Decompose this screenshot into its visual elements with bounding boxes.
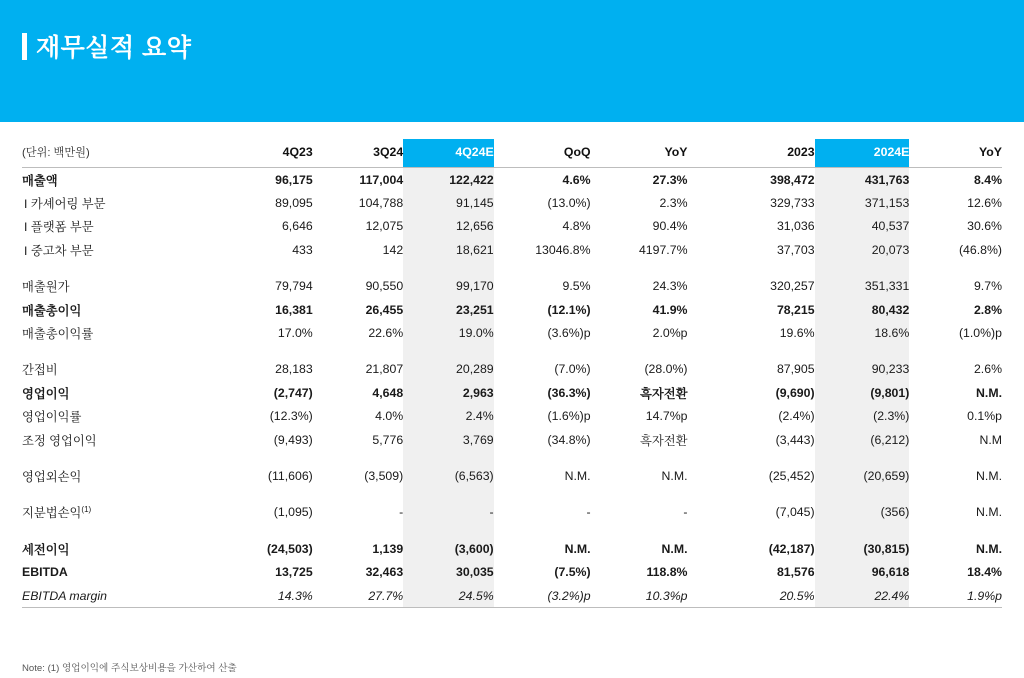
cell-3q24: -: [399, 505, 404, 520]
table-row: [22, 428, 1002, 451]
cell-qoq: 13046.8%: [535, 242, 591, 257]
row-label-text: 지분법손익: [22, 506, 82, 521]
row-label: I 카셰어링 부문: [24, 197, 106, 212]
cell-3q24: 5,776: [372, 432, 404, 447]
col-header-4q23: 4Q23: [222, 139, 312, 168]
cell-4q24e: 122,422: [403, 168, 493, 192]
col-header-yoy-y: YoY: [909, 139, 1002, 168]
cell-qoq: 4.8%: [562, 219, 591, 234]
cell-yoy-y: (46.8%): [958, 242, 1002, 257]
cell-4q24e: 2,963: [403, 381, 493, 404]
cell-4q23: 17.0%: [277, 326, 313, 341]
cell-yoy-y: 1.9%p: [967, 588, 1002, 603]
cell-yoy-q: 27.3%: [652, 172, 688, 187]
row-label: 간접비: [22, 363, 58, 378]
header-band: [0, 0, 1024, 122]
col-header-yoy-q: YoY: [591, 139, 688, 168]
cell-4q24e: 20,289: [403, 358, 493, 381]
cell-yoy-y: 9.7%: [973, 279, 1002, 294]
spacer-row: [22, 488, 1002, 501]
cell-3q24: 90,550: [365, 279, 404, 294]
cell-qoq: (36.3%): [547, 385, 591, 400]
cell-3q24: 27.7%: [368, 588, 404, 603]
col-header-2024e: 2024E: [815, 139, 910, 168]
spacer-row: [22, 262, 1002, 275]
cell-2024e: (2.3%): [815, 405, 910, 428]
cell-yoy-y: 30.6%: [967, 219, 1002, 234]
cell-2024e: (30,815): [815, 537, 910, 560]
cell-yoy-y: 2.6%: [973, 362, 1002, 377]
cell-2023: 329,733: [770, 196, 815, 211]
footnote: Note: (1) 영업이익에 주식보상비용을 가산하여 산출: [22, 663, 237, 674]
cell-4q23: 16,381: [275, 302, 313, 317]
cell-yoy-q: N.M.: [661, 541, 688, 556]
cell-qoq: N.M.: [564, 468, 591, 483]
cell-2023: 87,905: [776, 362, 815, 377]
cell-2023: (3,443): [775, 432, 815, 447]
cell-yoy-q: 4197.7%: [638, 242, 688, 257]
cell-3q24: 32,463: [365, 565, 404, 580]
row-label: [22, 501, 222, 524]
row-label: 영업외손익: [22, 469, 82, 484]
cell-2023: 78,215: [776, 302, 815, 317]
row-label: 조정 영업이익: [22, 433, 97, 448]
cell-2024e: 351,331: [815, 275, 910, 298]
cell-3q24: 12,075: [365, 219, 404, 234]
table-row: [22, 464, 1002, 487]
table-row: [22, 560, 1002, 583]
cell-yoy-y: N.M.: [976, 468, 1002, 483]
cell-3q24: 26,455: [365, 302, 404, 317]
cell-2023: (7,045): [775, 505, 815, 520]
cell-2023: 31,036: [776, 219, 815, 234]
cell-4q24e: 18,621: [403, 238, 493, 261]
cell-qoq: (7.5%): [554, 565, 591, 580]
cell-4q24e: 19.0%: [403, 321, 493, 344]
cell-qoq: (3.2%)p: [547, 588, 591, 603]
cell-4q23: 6,646: [281, 219, 313, 234]
cell-4q24e: -: [403, 501, 493, 524]
table-row: [22, 584, 1002, 607]
table-header-row: [22, 139, 1002, 168]
cell-qoq: (7.0%): [554, 362, 591, 377]
table-bottom-rule: [22, 607, 1002, 608]
cell-gap: [688, 275, 720, 298]
cell-qoq: (13.0%): [547, 196, 591, 211]
cell-4q24e: (3,600): [403, 537, 493, 560]
table-row: [22, 191, 1002, 214]
cell-2023: (9,690): [775, 385, 815, 400]
cell-2024e: 371,153: [815, 191, 910, 214]
cell-gap: [688, 321, 720, 344]
cell-2023: 398,472: [770, 172, 815, 187]
table-row: [22, 168, 1002, 192]
cell-yoy-q: 10.3%p: [645, 588, 688, 603]
spacer-row: [22, 451, 1002, 464]
cell-qoq: (12.1%): [547, 302, 591, 317]
cell-yoy-y: 8.4%: [973, 172, 1002, 187]
cell-4q24e: 91,145: [403, 191, 493, 214]
cell-2024e: 40,537: [815, 215, 910, 238]
row-label: 매출액: [22, 173, 58, 188]
table-row: [22, 275, 1002, 298]
footnote-marker: (1): [81, 505, 92, 515]
cell-gap: [688, 464, 720, 487]
cell-4q23: (2,747): [273, 385, 313, 400]
table-row: [22, 321, 1002, 344]
cell-gap: [688, 428, 720, 451]
col-header-gap: [688, 139, 720, 168]
cell-2023: 19.6%: [779, 326, 815, 341]
cell-2024e: 431,763: [815, 168, 910, 192]
cell-gap: [688, 168, 720, 192]
cell-2024e: 22.4%: [815, 584, 910, 607]
table-row: [22, 381, 1002, 404]
cell-yoy-q: N.M.: [661, 468, 688, 483]
table-row: [22, 298, 1002, 321]
cell-4q24e: 30,035: [403, 560, 493, 583]
cell-yoy-q: 41.9%: [652, 302, 688, 317]
cell-2024e: (6,212): [815, 428, 910, 451]
cell-3q24: 21,807: [365, 362, 404, 377]
table-row: [22, 238, 1002, 261]
cell-4q23: (24,503): [266, 541, 313, 556]
cell-2024e: 96,618: [815, 560, 910, 583]
cell-qoq: N.M.: [564, 541, 591, 556]
cell-yoy-q: 흑자전환: [639, 386, 688, 401]
col-header-4q24e: 4Q24E: [403, 139, 493, 168]
col-header-unit: (단위: 백만원): [22, 139, 222, 168]
cell-gap: [688, 381, 720, 404]
table-row: [22, 215, 1002, 238]
row-label: 세전이익: [22, 542, 70, 557]
cell-3q24: 117,004: [359, 172, 404, 187]
cell-yoy-q: 14.7%p: [645, 409, 688, 424]
cell-yoy-q: 90.4%: [652, 219, 688, 234]
row-label: I 플랫폼 부문: [24, 220, 94, 235]
col-header-qoq: QoQ: [494, 139, 591, 168]
cell-3q24: 4.0%: [375, 409, 404, 424]
row-label: EBITDA margin: [22, 588, 107, 603]
spacer-row: [22, 345, 1002, 358]
cell-4q24e: 23,251: [403, 298, 493, 321]
cell-2023: 81,576: [776, 565, 815, 580]
page-title-wrap: [22, 28, 191, 64]
cell-4q24e: 12,656: [403, 215, 493, 238]
row-label: 매출총이익률: [22, 327, 94, 342]
cell-gap: [688, 191, 720, 214]
cell-yoy-q: 118.8%: [646, 565, 688, 580]
financial-summary-table-wrap: [22, 139, 1002, 608]
cell-4q23: (9,493): [273, 432, 313, 447]
cell-2023: (42,187): [768, 541, 815, 556]
cell-4q24e: 2.4%: [403, 405, 493, 428]
cell-yoy-y: N.M.: [976, 385, 1002, 400]
cell-4q23: 14.3%: [277, 588, 313, 603]
cell-4q24e: (6,563): [403, 464, 493, 487]
row-label: EBITDA: [22, 565, 68, 580]
cell-yoy-y: (1.0%)p: [958, 326, 1002, 341]
cell-qoq: 4.6%: [562, 172, 591, 187]
cell-2024e: 90,233: [815, 358, 910, 381]
cell-gap: [688, 501, 720, 524]
cell-gap: [688, 537, 720, 560]
cell-yoy-q: 24.3%: [652, 279, 688, 294]
cell-yoy-q: -: [683, 505, 688, 520]
cell-4q23: 433: [292, 242, 313, 257]
cell-gap: [688, 405, 720, 428]
cell-2023: 20.5%: [779, 588, 815, 603]
cell-2024e: (9,801): [815, 381, 910, 404]
page-title: 재무실적 요약: [36, 34, 192, 62]
cell-4q23: 96,175: [275, 172, 313, 187]
table-row: [22, 537, 1002, 560]
cell-3q24: 142: [382, 242, 404, 257]
cell-3q24: (3,509): [364, 468, 404, 483]
row-label: I 중고차 부문: [24, 243, 94, 258]
cell-gap: [688, 215, 720, 238]
cell-2024e: 18.6%: [815, 321, 910, 344]
cell-qoq: (1.6%)p: [547, 409, 591, 424]
cell-4q23: 79,794: [275, 279, 313, 294]
cell-4q23: 13,725: [275, 565, 313, 580]
cell-3q24: 22.6%: [368, 326, 404, 341]
financial-summary-table: [22, 139, 1002, 608]
table-row: [22, 358, 1002, 381]
cell-3q24: 4,648: [372, 385, 404, 400]
cell-4q23: (1,095): [273, 505, 313, 520]
cell-4q24e: 99,170: [403, 275, 493, 298]
cell-2024e: 80,432: [815, 298, 910, 321]
cell-gap: [688, 358, 720, 381]
cell-yoy-y: 0.1%p: [967, 409, 1002, 424]
cell-yoy-y: 12.6%: [967, 196, 1002, 211]
table-row: [22, 501, 1002, 524]
cell-qoq: (34.8%): [547, 432, 591, 447]
cell-yoy-q: 2.0%p: [652, 326, 688, 341]
cell-3q24: 1,139: [372, 541, 404, 556]
cell-gap: [688, 584, 720, 607]
cell-gap: [688, 298, 720, 321]
cell-qoq: 9.5%: [562, 279, 591, 294]
cell-2023: 320,257: [770, 279, 815, 294]
col-header-2023: 2023: [720, 139, 815, 168]
cell-yoy-q: 흑자전환: [639, 433, 688, 448]
cell-gap: [688, 238, 720, 261]
cell-4q23: 89,095: [275, 196, 313, 211]
cell-4q24e: 3,769: [403, 428, 493, 451]
row-label: 매출원가: [22, 280, 70, 295]
cell-yoy-q: 2.3%: [659, 196, 688, 211]
spacer-row: [22, 524, 1002, 537]
title-accent-bar: [22, 33, 27, 60]
cell-yoy-y: N.M: [979, 432, 1002, 447]
cell-2023: (25,452): [768, 468, 815, 483]
cell-2023: (2.4%): [778, 409, 815, 424]
cell-yoy-q: (28.0%): [644, 362, 688, 377]
table-row: [22, 405, 1002, 428]
cell-yoy-y: N.M.: [976, 541, 1002, 556]
cell-4q23: 28,183: [275, 362, 313, 377]
cell-yoy-y: 2.8%: [973, 302, 1002, 317]
cell-4q24e: 24.5%: [403, 584, 493, 607]
col-header-3q24: 3Q24: [313, 139, 403, 168]
cell-2024e: (356): [815, 501, 910, 524]
cell-gap: [688, 560, 720, 583]
table-body: [22, 139, 1002, 608]
cell-2023: 37,703: [776, 242, 815, 257]
cell-2024e: 20,073: [815, 238, 910, 261]
cell-4q23: (11,606): [267, 468, 313, 483]
cell-yoy-y: N.M.: [976, 505, 1002, 520]
cell-yoy-y: 18.4%: [967, 565, 1002, 580]
cell-4q23: (12.3%): [269, 409, 313, 424]
row-label: 영업이익률: [22, 410, 82, 425]
cell-qoq: -: [586, 505, 591, 520]
row-label: 매출총이익: [22, 303, 82, 318]
cell-qoq: (3.6%)p: [547, 326, 591, 341]
cell-3q24: 104,788: [358, 196, 404, 211]
cell-2024e: (20,659): [815, 464, 910, 487]
row-label: 영업이익: [22, 386, 70, 401]
